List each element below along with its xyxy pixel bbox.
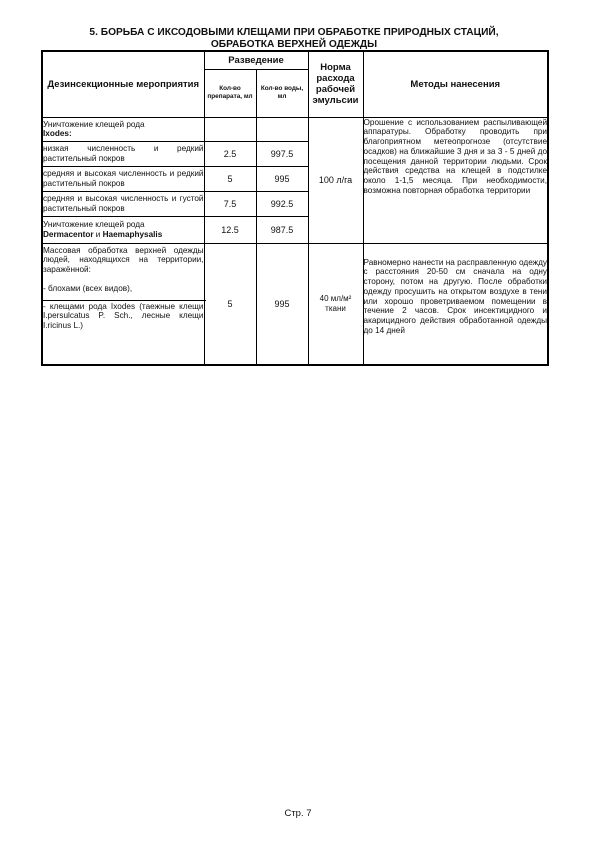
ixodes-title-prefix: Уничтожение клещей рода <box>43 119 145 129</box>
ixodes-genus: Ixodes: <box>43 129 72 138</box>
clothing-intro: Массовая обработка верхней одежды людей, находящихся на территории, заражённой: <box>43 245 204 274</box>
ixodes-title-cell <box>42 117 204 141</box>
table-row <box>42 243 548 365</box>
method-clothing: Равномерно нанести на расправленную одежду с расстояния 20-50 см сначала на одну сторону, потом на другую. После обработки одежду просушить на открытом воздухе в тени или хорошо проветриваемом помещении в течение 2 часов. Срок инсектицидного и акарицидного действия обработанной одежды до 14 дней <box>363 243 548 365</box>
row-prep-dense: 7.5 <box>204 191 256 216</box>
header-methods: Методы нанесения <box>363 51 548 117</box>
clothing-fleas: - блохами (всех видов), <box>43 284 133 293</box>
clothing-cell <box>42 243 204 365</box>
dermacentor-cell <box>42 216 204 243</box>
haemaphysalis-genus: Haemaphysalis <box>102 229 163 239</box>
row-text-mid: средняя и высокая численность и редкий растительный покров <box>42 166 204 191</box>
dermacentor-and: и <box>93 229 103 239</box>
clothing-norm-value: 40 мл/м² <box>319 293 352 303</box>
row-prep-low: 2.5 <box>204 141 256 166</box>
row-water-low: 997.5 <box>256 141 308 166</box>
row-text-low: низкая численность и редкий растительный покров <box>42 141 204 166</box>
row-prep-dermacentor: 12.5 <box>204 216 256 243</box>
row-water-dense: 992.5 <box>256 191 308 216</box>
row-text-dense: средняя и высокая численность и густой растительный покров <box>42 191 204 216</box>
norm-territory: 100 л/га <box>308 117 363 243</box>
table-row <box>42 117 548 141</box>
row-prep-mid: 5 <box>204 166 256 191</box>
dermacentor-prefix: Уничтожение клещей рода <box>43 220 145 229</box>
method-territory: Орошение с использованием распыливающей аппаратуры. Обработку проводить при благоприятном метеопрогнозе (отсутствие осадков) на ближайшие 3 дня и за 3 - 5 дней до посещения данной территории людьми. Срок действия средства на клещей в подстилке около 1-1,5 месяца. При необходимости, возможна повторная обработка территории <box>363 117 548 243</box>
clothing-prep: 5 <box>204 243 256 365</box>
page-title <box>40 27 548 51</box>
clothing-norm-unit: ткани <box>325 303 346 313</box>
header-dilution: Разведение <box>204 51 308 69</box>
row-water-mid: 995 <box>256 166 308 191</box>
row-water-dermacentor: 987.5 <box>256 216 308 243</box>
clothing-ticks: - клещами рода Ixodes (таежные клещи I.persulcatus P. Sch., лесные клещи I.ricinus L.) <box>43 301 204 330</box>
title-line-1: 5. БОРЬБА С ИКСОДОВЫМИ КЛЕЩАМИ ПРИ ОБРАБОТКЕ ПРИРОДНЫХ СТАЦИЙ, <box>89 27 499 38</box>
dermacentor-genus: Dermacentor <box>43 229 94 239</box>
treatment-table <box>41 50 549 366</box>
header-water: Кол-во воды, мл <box>256 69 308 117</box>
header-preparation: Кол-во препарата, мл <box>204 69 256 117</box>
clothing-norm <box>308 243 363 365</box>
clothing-water: 995 <box>256 243 308 365</box>
page-number: Стр. 7 <box>284 808 312 819</box>
title-line-2: ОБРАБОТКА ВЕРХНЕЙ ОДЕЖДЫ <box>210 39 378 50</box>
header-measures: Дезинсекционные мероприятия <box>42 51 204 117</box>
header-norm: Норма расхода рабочей эмульсии <box>308 51 363 117</box>
